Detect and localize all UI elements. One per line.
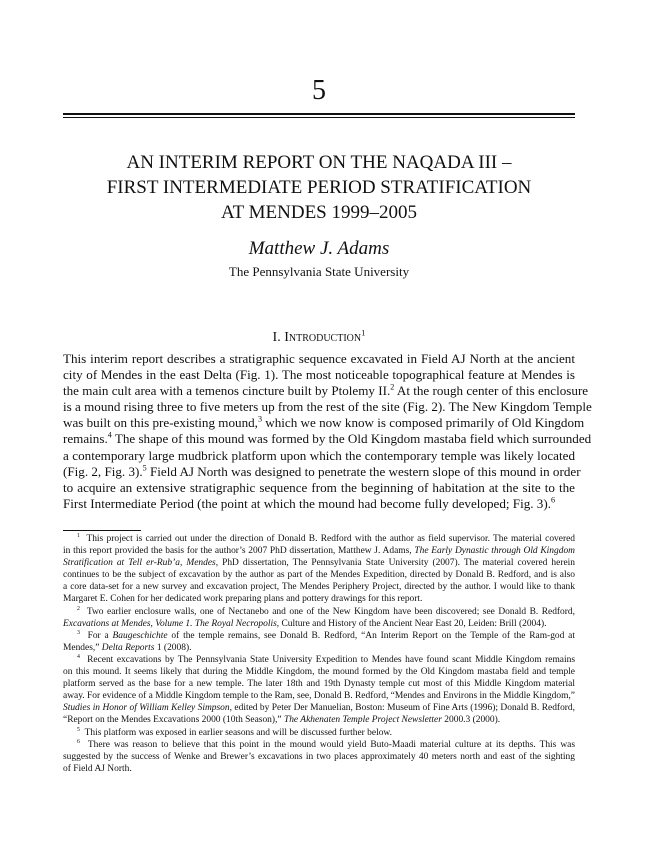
footnote-line <box>63 545 575 557</box>
body-line: city of Mendes in the east Delta (Fig. 1). The most noticeable topographical feature at Mendes is <box>63 367 575 383</box>
body-line: to acquire an extensive stratigraphic sequence from the beginning of habitation at the site to the <box>63 479 575 495</box>
footnote-text: Recent excavations by The Pennsylvania State University Expedition to Mendes have found scant Middle Kingdom remains <box>87 654 576 665</box>
footnote-citation: Studies in Honor of William Kelley Simpson <box>63 703 230 714</box>
body-text-run: remains. <box>63 431 108 447</box>
footnote-text: Two earlier enclosure walls, one of Nectanebo and one of the New Kingdom have been discovered; see Donald B. Redford, <box>86 606 575 617</box>
body-line <box>63 415 585 431</box>
footnote-text: 1 (2008). <box>154 642 192 653</box>
title-line: AN INTERIM REPORT ON THE NAQADA III – <box>126 152 512 173</box>
footnotes <box>63 533 575 775</box>
title-line: AT MENDES 1999–2005 <box>221 202 417 223</box>
section-label: Introduction <box>284 330 362 345</box>
footnote-ref: 6 <box>551 495 556 505</box>
footnote-citation: Delta Reports <box>101 642 155 653</box>
footnote-number: 4 <box>77 653 80 660</box>
footnote-line <box>63 618 575 630</box>
footnote-text: in this report provided the basis for the author’s 2007 PhD dissertation, Matthew J. Adams, <box>63 546 415 557</box>
footnote-number: 5 <box>77 726 80 733</box>
header-rule-thick <box>63 113 575 115</box>
body-text-run: the main cult area with a temenos cincture built by Ptolemy II. <box>63 383 391 399</box>
footnote-line: platform served as the base for a new temple. The later 18th and 19th Dynasty temple cut most of this Middle Kingdom material <box>63 679 575 690</box>
footnote-line <box>63 642 575 654</box>
footnote-text: This platform was exposed in earlier seasons and will be discussed further below. <box>84 727 392 738</box>
footnote-text: , PhD dissertation, The Pennsylvania State University (2007). The material covered herein <box>215 558 575 569</box>
body-text-run: The shape of this mound was formed by the Old Kingdom mastaba field which surrounded <box>111 431 592 447</box>
footnote-text: For a <box>87 630 113 641</box>
header-rule-thin <box>63 117 575 118</box>
body-line: is a mound rising three to five meters up from the rest of the site (Fig. 2). The New Kingdom Temple <box>63 399 592 415</box>
footnote-line: away. For evidence of a Middle Kingdom temple to the Ram, see, Donald B. Redford, “Mendes and Environs in the Middle Kingdom,” <box>63 691 575 702</box>
footnote-ref: 1 <box>361 327 366 338</box>
body-line <box>63 496 575 512</box>
footnote-text: There was reason to believe that this point in the mound would yield Buto-Maadi material culture at its depths. This was <box>87 739 576 750</box>
footnote-text: Mendes,” <box>63 642 102 653</box>
section-heading <box>63 329 575 347</box>
body-text-run: was built on this pre-existing mound, <box>63 415 258 431</box>
footnote-line: continues to be the subject of excavation by the author as part of the Mendes Expedition, directed by Donald B. Redford, and is also <box>63 570 575 581</box>
footnote-2 <box>63 606 575 618</box>
title-line: FIRST INTERMEDIATE PERIOD STRATIFICATION <box>106 177 532 198</box>
chapter-title <box>63 150 575 225</box>
footnote-line: a core data-set for a new survey and excavation project, The Mendes Periphery Project, directed by the author. I would like to thank <box>63 582 575 593</box>
footnote-line: Margaret E. Cohen for her dedicated work preparing plans and pottery drawings for this report. <box>63 594 423 605</box>
footnote-1 <box>63 533 575 545</box>
footnote-ref: 5 <box>142 463 147 473</box>
footnote-text: of the temple remains, see Donald B. Redford, “An Interim Report on the Temple of the Ram-god at <box>167 630 575 641</box>
body-text-run: At the rough center of this enclosure <box>394 383 589 399</box>
footnote-ref: 2 <box>390 382 395 392</box>
footnote-citation: The Early Dynastic through Old Kingdom <box>414 546 575 557</box>
footnote-number: 6 <box>77 738 80 745</box>
footnote-citation: Baugeschichte <box>112 630 168 641</box>
footnote-line <box>63 557 575 569</box>
footnote-text: “Report on the Mendes Excavations 2000 (10th Season),” <box>63 715 284 726</box>
body-text-run: Field AJ North was designed to penetrate the western slope of this mound in order <box>146 463 581 479</box>
author-name: Matthew J. Adams <box>248 238 390 259</box>
body-line <box>63 431 592 447</box>
footnote-4 <box>63 654 575 666</box>
footnote-number: 2 <box>77 605 80 612</box>
footnote-text: 2000.3 (2000). <box>441 715 501 726</box>
body-text-run: (Fig. 2, Fig. 3). <box>63 463 143 479</box>
footnote-line: on this mound. It seems likely that during the Middle Kingdom, the mound formed by the Old Kingdom mastaba field and temple <box>63 667 575 678</box>
body-line: a contemporary large mudbrick platform upon which the contemporary temple was likely located <box>63 447 575 463</box>
body-text-run: First Intermediate Period (the point at which the mound had become fully developed; Fig. 3). <box>63 495 551 511</box>
author-affiliation: The Pennsylvania State University <box>228 264 410 279</box>
footnote-6 <box>63 739 575 751</box>
footnote-rule <box>63 530 141 531</box>
footnote-line: of Field AJ North. <box>63 763 132 774</box>
footnote-citation: Stratification at Tell er-Rub’a, Mendes <box>63 558 216 569</box>
section-numeral: I. <box>272 330 285 345</box>
footnote-ref: 4 <box>107 431 112 441</box>
footnote-3 <box>63 630 575 642</box>
footnote-ref: 3 <box>257 415 262 425</box>
footnote-citation: Excavations at Mendes, Volume 1. The Royal Necropolis <box>63 618 277 629</box>
footnote-line: suggested by the success of Wenke and Brewer’s excavations in two places approximately 40 meters north and east of the sighting <box>63 751 575 762</box>
footnote-number: 1 <box>77 532 80 539</box>
footnote-5 <box>63 727 575 739</box>
body-line <box>63 382 589 399</box>
footnote-line <box>63 714 575 726</box>
footnote-number: 3 <box>77 629 80 636</box>
footnote-line <box>63 702 575 714</box>
footnote-text: , edited by Peter Der Manuelian, Boston: Museum of Fine Arts (1996); Donald B. Redford, <box>229 703 576 714</box>
body-text-run: which we now know is composed primarily of Old Kingdom <box>262 415 585 431</box>
footnote-text: This project is carried out under the direction of Donald B. Redford with the author as field supervisor. The material covered <box>86 534 576 544</box>
body-line: This interim report describes a stratigraphic sequence excavated in Field AJ North at the ancient <box>63 351 575 366</box>
chapter-number: 5 <box>312 75 326 106</box>
footnote-text: , Culture and History of the Ancient Near East 20, Leiden: Brill (2004). <box>276 618 547 629</box>
footnote-citation: The Akhenaten Temple Project Newsletter <box>283 715 442 726</box>
body-line <box>63 463 581 480</box>
body-paragraph <box>63 351 592 512</box>
